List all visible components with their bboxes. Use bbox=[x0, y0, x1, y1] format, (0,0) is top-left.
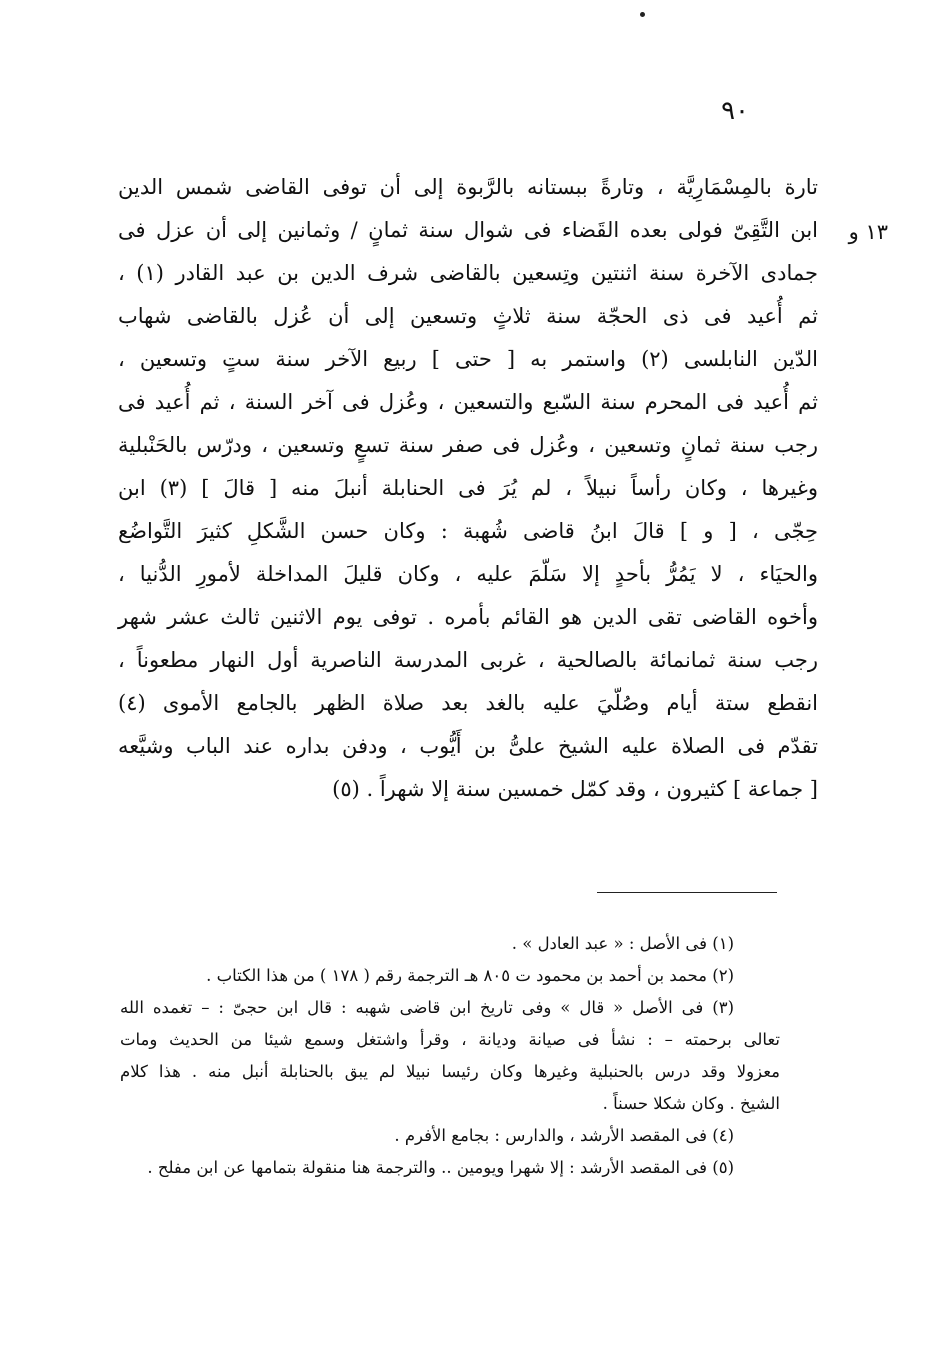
body-line: وأخوه القاضى تقى الدين هو القائم بأمره . توفى يوم الاثنين ثالث عشر شهر bbox=[118, 605, 818, 629]
ink-dot bbox=[640, 12, 645, 17]
body-line: ثم أُعيد فى المحرم سنة السّبع والتسعين ، وعُزل فى آخر السنة ، ثم أُعيد فى bbox=[118, 390, 818, 414]
body-line: جمادى الآخرة سنة اثنتين وتِسعين بالقاضى شرف الدين بن عبد القادر (١) ، bbox=[118, 261, 818, 285]
body-line: تارة بالمِسْمَارِيَّة ، وتارةً ببستانه بالرَّبوة إلى أن توفى القاضى شمس الدين bbox=[118, 175, 818, 199]
footnote-3: (٣) فى الأصل « قال » وفى تاريخ ابن قاضى شهبه : قال ابن حجىّ : – تغمده الله bbox=[120, 998, 734, 1017]
margin-line-marker: ١٣ و bbox=[848, 220, 888, 244]
footnote-separator bbox=[597, 892, 777, 893]
footnote-3-continuation: معزولا وقد درس بالحنبلية وغيرها وكان رئيسا نبيلا لم يبق بالحنابلة أنبل منه . هذا كلام bbox=[120, 1062, 780, 1081]
body-line: والحيَاء ، لا يَمُرُّ بأحدٍ إلا سَلّمَ عليه ، وكان قليلَ المداخلة لأمورِ الدُّنيا ، bbox=[118, 562, 818, 586]
footnote-2: (٢) محمد بن أحمد بن محمود ت ٨٠٥ هـ الترجمة رقم ( ١٧٨ ) من هذا الكتاب . bbox=[206, 966, 734, 985]
body-line: رجب سنة ثمانمائة بالصالحية ، غربى المدرسة الناصرية أول النهار مطعوناً ، bbox=[118, 648, 818, 672]
footnote-5: (٥) فى المقصد الأرشد : إلا شهرا ويومين .. والترجمة هنا منقولة بتمامها عن ابن مفلح . bbox=[147, 1158, 734, 1177]
body-line: [ جماعة ] كثيرون ، وقد كمّل خمسين سنة إلا شهراً . (٥) bbox=[332, 777, 818, 801]
body-line: انقطع ستة أيام وصُلّيَ عليه بالغد بعد صلاة الظهر بالجامع الأموى (٤) bbox=[118, 691, 818, 715]
footnotes bbox=[120, 928, 780, 1184]
body-line: ابن التَّقِىّ فولى بعده القَضاء فى شوال سنة ثمانٍ / وثمانين إلى أن عزل فى bbox=[118, 218, 818, 242]
body-line: ثم أُعيد فى ذى الحجّة سنة ثلاثٍ وتسعين إلى أن عُزل بالقاضى شهاب bbox=[118, 304, 818, 328]
footnote-3-continuation: تعالى برحمته – : نشأ فى صيانة وديانة ، وقرأ واشتغل وسمع شيئا من الحديث ومات bbox=[120, 1030, 780, 1049]
body-line: تقدّم فى الصلاة عليه الشيخ علىُّ بن أَيُّوب ، ودفن بداره عند الباب وشيَّعه bbox=[118, 734, 818, 758]
footnote-3-continuation: الشيخ . وكان شكلا حسناً . bbox=[602, 1094, 780, 1113]
body-line: الدّين النابلسى (٢) واستمر به [ حتى ] ربيع الآخر سنة ستٍ وتسعين ، bbox=[118, 347, 818, 371]
body-text bbox=[118, 166, 818, 811]
footnote-1: (١) فى الأصل : « عبد العادل » . bbox=[511, 934, 734, 953]
body-line: رجب سنة ثمانٍ وتسعين ، وعُزل فى صفر سنة تسعٍ وتسعين ، ودرّس بالحَنْبلية bbox=[118, 433, 818, 457]
body-line: حِجّى ، [ و ] قالَ ابنُ قاضى شُهبة : وكان حسن الشَّكلِ كثيرَ التَّواضُع bbox=[118, 519, 818, 543]
page-number: ٩٠ bbox=[721, 96, 749, 126]
footnote-4: (٤) فى المقصد الأرشد ، والدارس : بجامع الأفرم . bbox=[394, 1126, 734, 1145]
body-line: وغيرها ، وكان رأساً نبيلاً ، لم يُرَ فى الحنابلة أنبلَ منه [ قالَ ] (٣) ابن bbox=[118, 476, 818, 500]
